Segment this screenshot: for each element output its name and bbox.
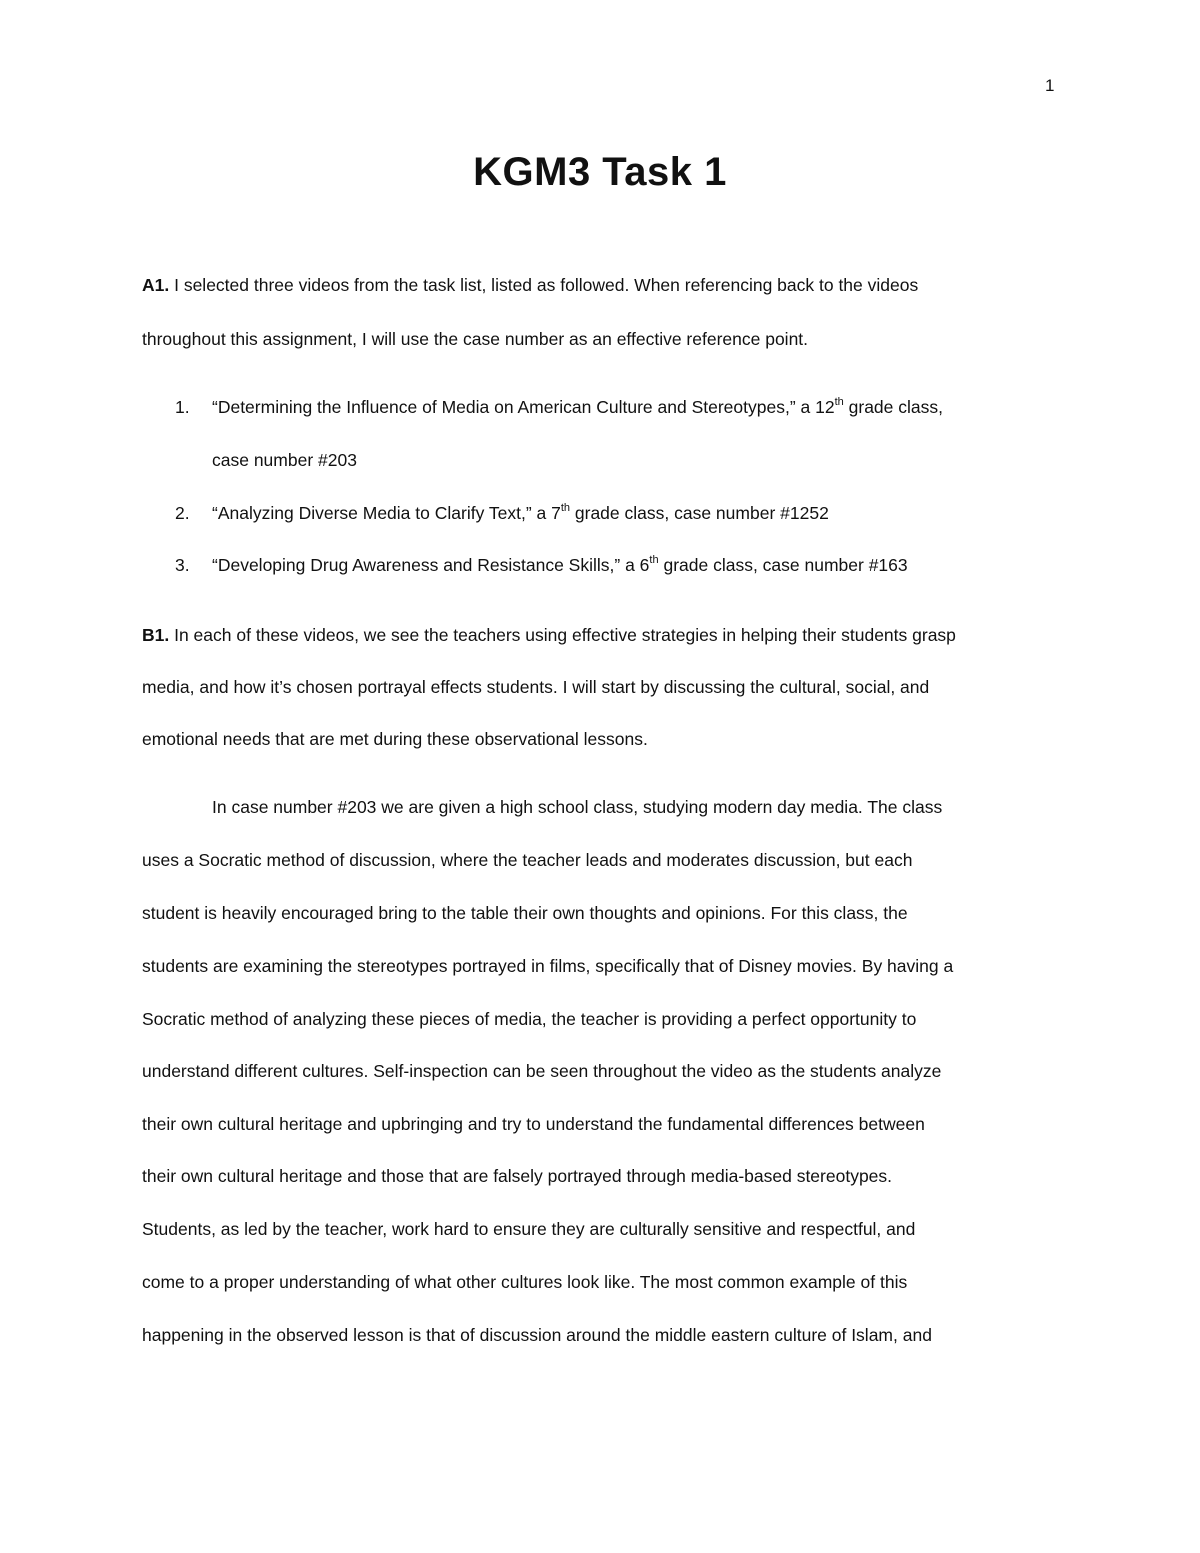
b1-text-1: In each of these videos, we see the teachers using effective strategies in helping their students grasp	[169, 625, 956, 645]
list-item-1-pre: “Determining the Influence of Media on American Culture and Stereotypes,” a 12	[212, 397, 835, 417]
list-item-2-post: grade class, case number #1252	[570, 503, 829, 523]
page-number: 1	[1045, 76, 1055, 95]
document-title: KGM3 Task 1	[473, 150, 727, 194]
list-item-1-text	[212, 397, 943, 418]
paragraph-line-9: Students, as led by the teacher, work hard to ensure they are culturally sensitive and respectful, and	[142, 1219, 916, 1239]
paragraph-line-3: student is heavily encouraged bring to the table their own thoughts and opinions. For this class, the	[142, 903, 908, 923]
list-item-2-number: 2.	[175, 503, 190, 523]
paragraph-line-11: happening in the observed lesson is that of discussion around the middle eastern culture of Islam, and	[142, 1325, 932, 1345]
paragraph-line-10: come to a proper understanding of what other cultures look like. The most common example of this	[142, 1272, 908, 1292]
list-item-3-number: 3.	[175, 555, 190, 575]
list-item-1-post: grade class,	[843, 397, 943, 417]
paragraph-line-8: their own cultural heritage and those that are falsely portrayed through media-based stereotypes.	[142, 1166, 893, 1186]
list-item-3-pre: “Developing Drug Awareness and Resistance Skills,” a 6	[212, 555, 650, 575]
list-item-3-post: grade class, case number #163	[658, 555, 908, 575]
list-item-2-pre: “Analyzing Diverse Media to Clarify Text,” a 7	[212, 503, 561, 523]
list-item-3-sup: th	[649, 554, 659, 566]
list-item-2-text	[212, 503, 829, 524]
list-item-2-sup: th	[560, 502, 571, 514]
paragraph-line-6: understand different cultures. Self-inspection can be seen throughout the video as the students analyze	[142, 1061, 942, 1081]
paragraph-line-2: uses a Socratic method of discussion, where the teacher leads and moderates discussion, but each	[142, 850, 913, 870]
a1-line-1	[142, 275, 918, 296]
list-item-1-sup: th	[834, 396, 844, 408]
paragraph-line-5: Socratic method of analyzing these pieces of media, the teacher is providing a perfect opportunity to	[142, 1009, 917, 1029]
list-item-3-text	[212, 555, 908, 576]
paragraph-line-7: their own cultural heritage and upbringing and try to understand the fundamental differences between	[142, 1114, 925, 1134]
a1-text-1: I selected three videos from the task list, listed as followed. When referencing back to the videos	[169, 275, 919, 295]
paragraph-line-4: students are examining the stereotypes portrayed in films, specifically that of Disney movies. By having a	[142, 956, 954, 976]
paragraph-line-1: In case number #203 we are given a high school class, studying modern day media. The class	[212, 797, 943, 817]
b1-line-3: emotional needs that are met during these observational lessons.	[142, 729, 648, 749]
a1-label: A1.	[142, 275, 170, 295]
a1-line-2: throughout this assignment, I will use the case number as an effective reference point.	[142, 329, 809, 349]
list-item-1-number: 1.	[175, 397, 190, 417]
b1-label: B1.	[142, 625, 170, 645]
b1-line-2: media, and how it’s chosen portrayal effects students. I will start by discussing the cultural, social, and	[142, 677, 930, 697]
b1-line-1	[142, 625, 956, 646]
list-item-1-continuation: case number #203	[212, 450, 357, 470]
